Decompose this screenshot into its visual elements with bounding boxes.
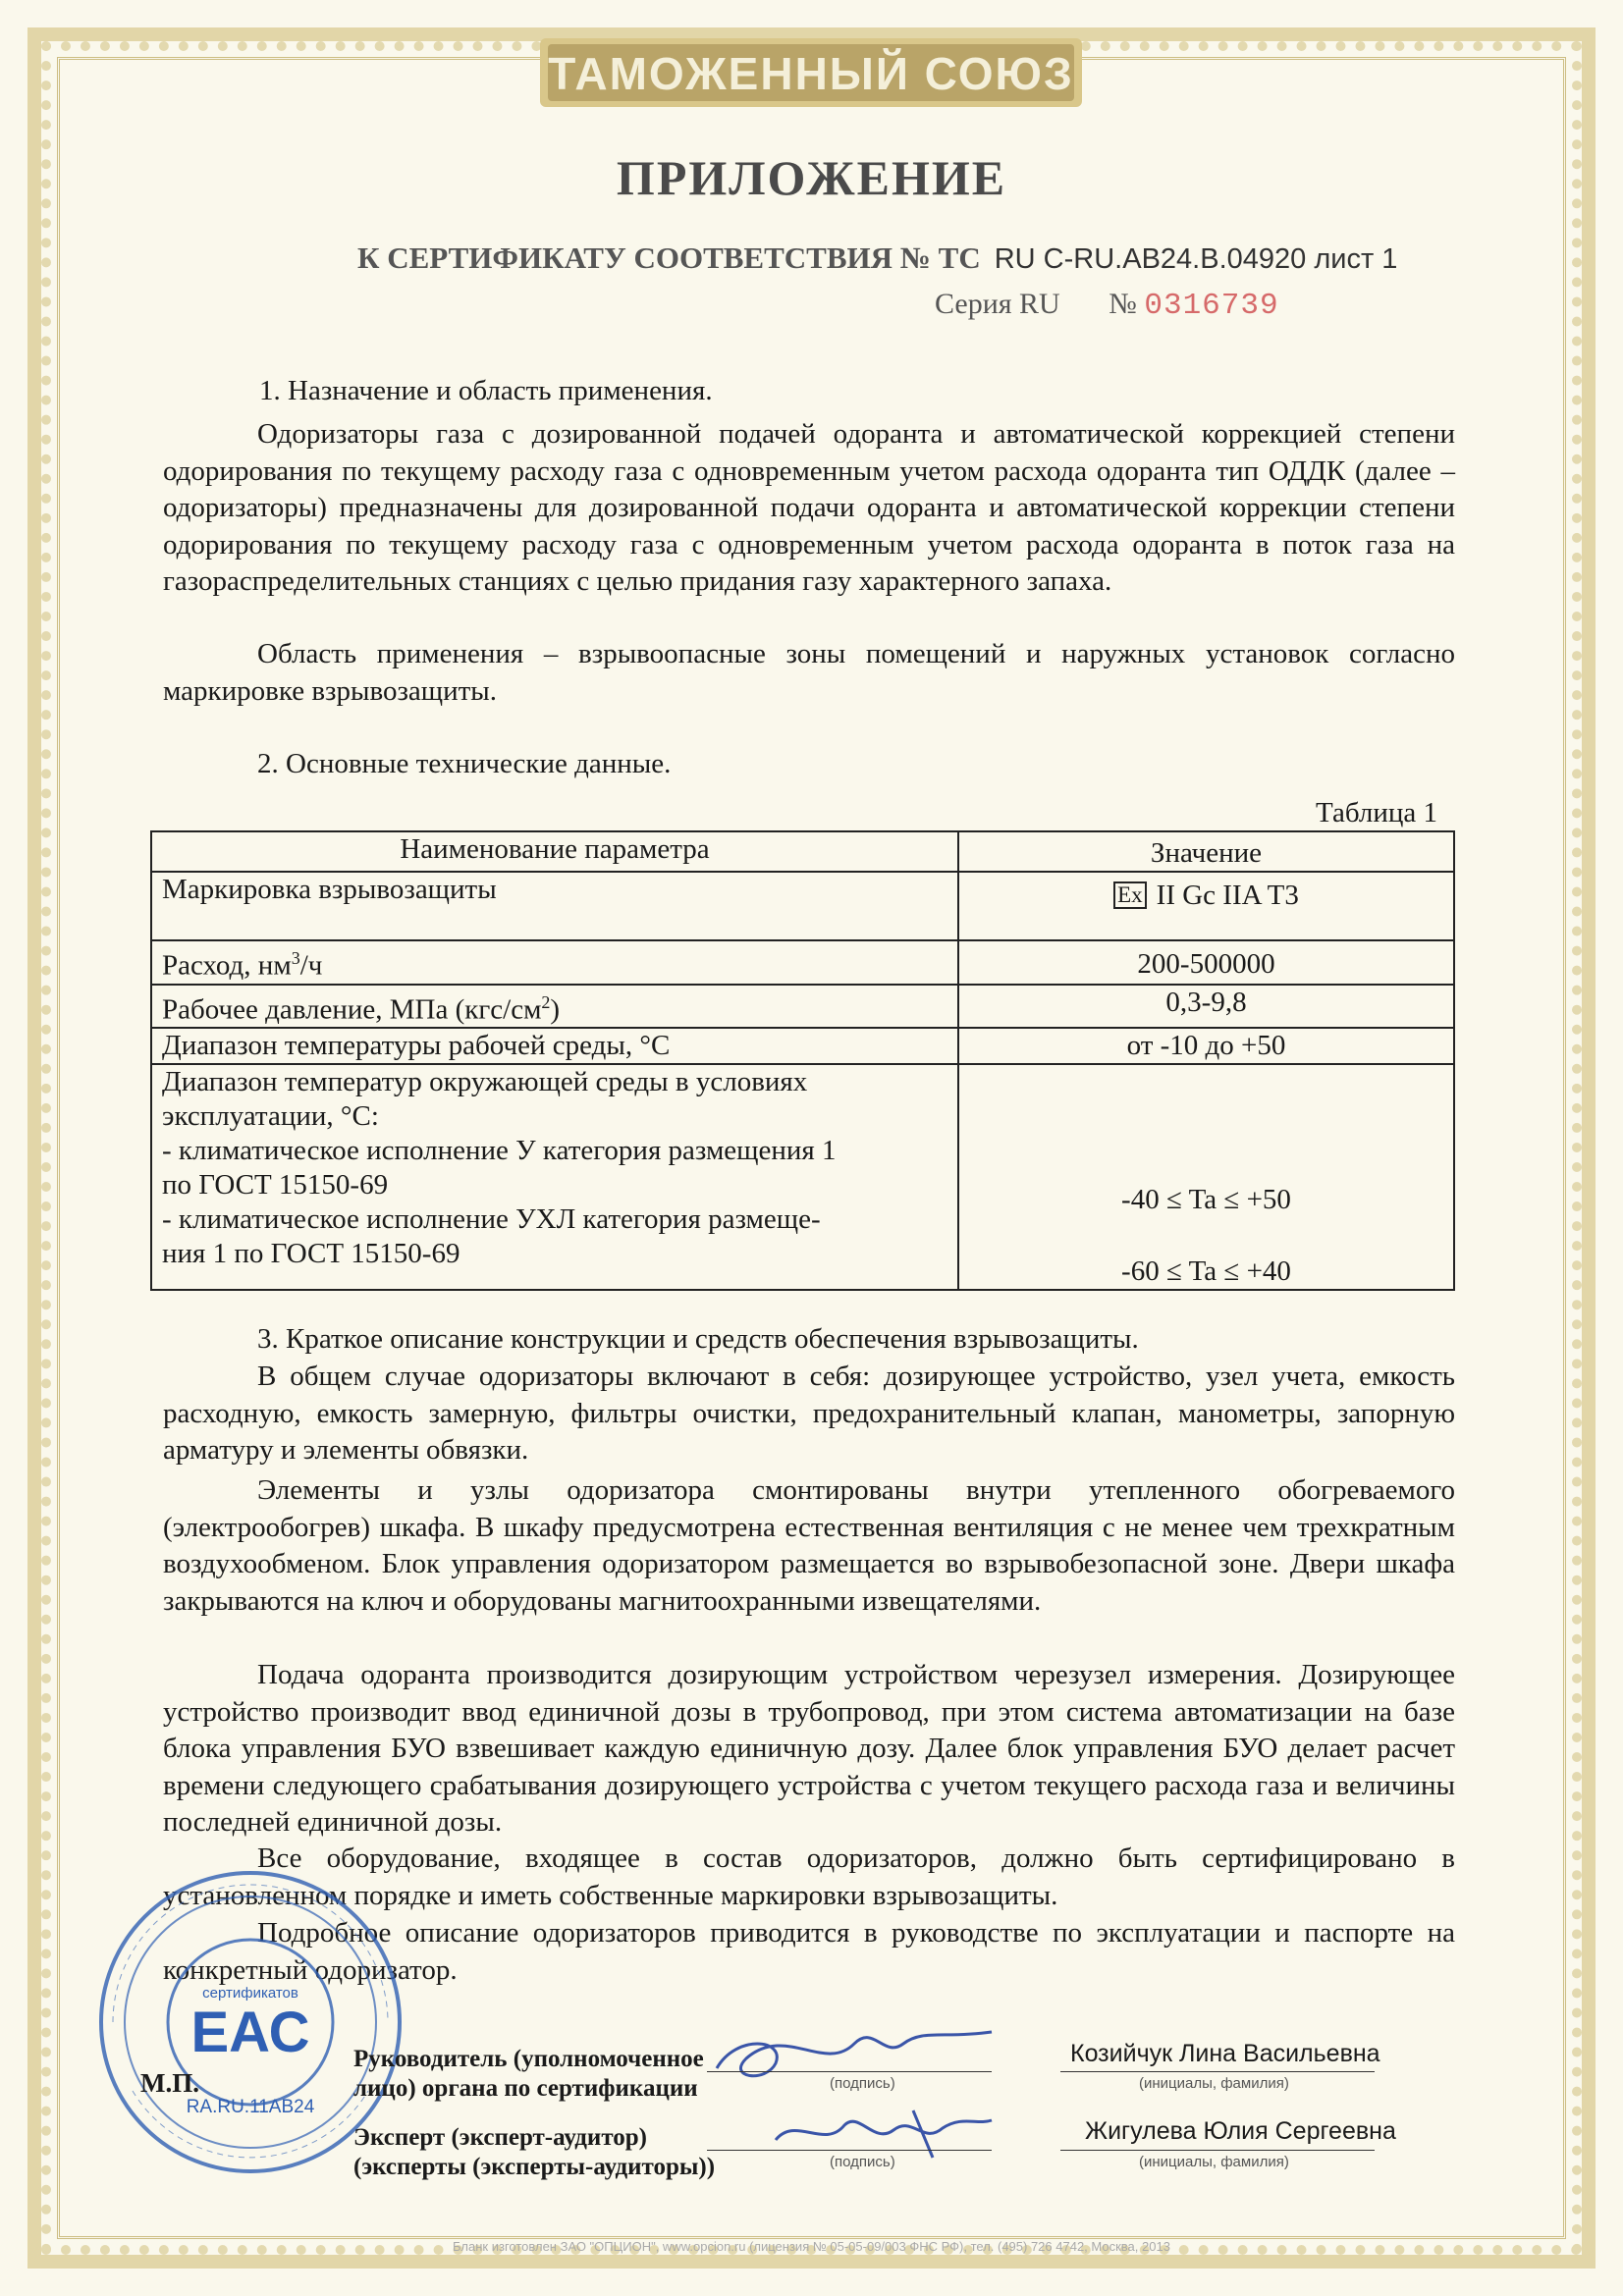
expert-label-line-1: Эксперт (эксперт-аудитор) — [353, 2124, 648, 2151]
head-label-line-2: лицо) органа по сертификации — [353, 2075, 698, 2102]
value-cell: 0,3-9,8 — [958, 985, 1454, 1029]
eac-mark: ЕАС — [190, 2001, 310, 2064]
value-cell: от -10 до +50 — [958, 1028, 1454, 1064]
table-row — [151, 1064, 1454, 1290]
table-row — [151, 1028, 1454, 1064]
expert-signature-line — [707, 2150, 992, 2151]
section3-paragraph-1: В общем случае одоризаторы включают в себя: дозирующее устройство, узел учета, емкость расходную, емкость замерную, фильтры очистки, предохранительный клапан, манометры, запорную арматуру и элементы обвязки. — [163, 1361, 1455, 1466]
value-cell: 200-500000 — [958, 940, 1454, 985]
expert-signatory-label — [353, 2123, 715, 2182]
page-title: ПРИЛОЖЕНИЕ — [616, 150, 1007, 205]
section3-paragraph-3: Подача одоранта производится дозирующим устройством черезузел измерения. Дозирующее устройство производит ввод единичной дозы в трубопровод, при этом система автоматизации на базе блока управления БУО взвешивает каждую единичную дозу. Далее блок управления БУО делает расчет времени следующего срабатывания дозирующего устройства с учетом текущего расхода газа и величины последней единичной дозы. — [163, 1659, 1455, 1838]
series-number: 0316739 — [1144, 289, 1279, 323]
section3-paragraph-5: Подробное описание одоризаторов приводится в руководстве по эксплуатации и паспорте на конкретный одоризатор. — [163, 1917, 1455, 1986]
table-caption: Таблица 1 — [1316, 797, 1438, 828]
expert-signature-caption: (подпись) — [830, 2154, 895, 2170]
param-cell — [151, 985, 958, 1029]
param-line: - климатическое исполнение У категория размещения 1 — [162, 1135, 837, 1167]
value-cell — [958, 872, 1454, 940]
expert-name-line — [1060, 2150, 1375, 2151]
param-line: - климатическое исполнение УХЛ категория размеще- — [162, 1203, 821, 1236]
section1-paragraph-1: Одоризаторы газа с дозированной подачей одоранта и автоматической коррекцией степени одорирования по текущему расходу газа с одновременным учетом расхода одоранта тип ОДДК (далее – одоризаторы) предназначены для дозированной подачи одоранта и автоматической коррекции степени одорирования по текущему расходу газа с одновременным учетом расхода одоранта в поток газа на газораспределительных станциях с целью придания газу характерного запаха. — [163, 418, 1455, 597]
certificate-line — [357, 240, 1397, 276]
table-row — [151, 872, 1454, 940]
table-header-row — [151, 831, 1454, 872]
certificate-label: К СЕРТИФИКАТУ СООТВЕТСТВИЯ № ТС — [357, 240, 981, 275]
expert-name: Жигулева Юлия Сергеевна — [1085, 2117, 1396, 2145]
table-row — [151, 940, 1454, 985]
param-line: по ГОСТ 15150-69 — [162, 1169, 389, 1201]
customs-union-banner — [538, 32, 1084, 111]
section3-paragraph-2: Элементы и узлы одоризатора смонтированы внутри утепленного обогреваемого (электрообогрев) шкафа. В шкафу предусмотрена естественная вентиляция с не менее чем трехкратным воздухообменом. Блок управления одоризатором размещается во взрывобезопасной зоне. Двери шкафа закрываются на ключ и оборудованы магнитоохранными извещателями. — [163, 1474, 1455, 1617]
series-no-label: № — [1109, 288, 1137, 320]
value-cell — [958, 1064, 1454, 1290]
section2-heading: 2. Основные технические данные. — [257, 748, 672, 779]
param-cell — [151, 940, 958, 985]
param-line: Диапазон температур окружающей среды в условиях — [162, 1066, 808, 1098]
expert-label-line-2: (эксперты (эксперты-аудиторы)) — [353, 2154, 716, 2180]
table-row — [151, 985, 1454, 1029]
expert-name-caption: (инициалы, фамилия) — [1139, 2154, 1289, 2170]
column-header-param: Наименование параметра — [151, 831, 958, 872]
column-header-value: Значение — [958, 831, 1454, 872]
param-text-end: /ч — [299, 949, 323, 982]
value-text: II Gc IIA T3 — [1156, 880, 1299, 911]
ex-mark-icon: Ex — [1113, 881, 1147, 909]
value-line: -40 ≤ Ta ≤ +50 — [1121, 1184, 1291, 1216]
seal-place-label: М.П. — [140, 2068, 199, 2098]
section3-heading: 3. Краткое описание конструкции и средств обеспечения взрывозащиты. — [257, 1323, 1139, 1355]
head-signature-line — [707, 2071, 992, 2072]
section3-paragraph-4: Все оборудование, входящее в состав одоризаторов, должно быть сертифицировано в установленном порядке и иметь собственные маркировки взрывозащиты. — [163, 1842, 1455, 1911]
param-text-end: ) — [550, 993, 561, 1026]
head-label-line-1: Руководитель (уполномоченное — [353, 2046, 704, 2072]
param-text: Рабочее давление, МПа (кгс/см — [162, 993, 542, 1026]
param-cell: Маркировка взрывозащиты — [151, 872, 958, 940]
param-superscript: 2 — [541, 991, 551, 1012]
stamp-reg-number: RA.RU.11AB24 — [186, 2097, 315, 2117]
param-cell — [151, 1064, 958, 1290]
value-line: -60 ≤ Ta ≤ +40 — [1121, 1255, 1291, 1288]
param-superscript: 3 — [291, 948, 300, 968]
head-name-line — [1060, 2071, 1375, 2072]
certificate-number: RU C-RU.AB24.B.04920 лист 1 — [994, 243, 1398, 275]
param-text: Расход, нм — [162, 949, 292, 982]
section1-heading: 1. Назначение и область применения. — [259, 375, 713, 406]
banner-text: ТАМОЖЕННЫЙ СОЮЗ — [548, 48, 1074, 99]
head-name-caption: (инициалы, фамилия) — [1139, 2075, 1289, 2092]
blank-footer: Бланк изготовлен ЗАО "ОПЦИОН", www.opcion.ru (лицензия № 05-05-09/003 ФНС РФ), тел. (495) 726 4742, Москва, 2013 — [453, 2239, 1170, 2254]
series-label: Серия RU — [935, 288, 1060, 320]
section1-paragraph-2: Область применения – взрывоопасные зоны помещений и наружных установок согласно маркировке взрывозащиты. — [163, 638, 1455, 707]
param-line: эксплуатации, °С: — [162, 1100, 379, 1133]
param-line: ния 1 по ГОСТ 15150-69 — [162, 1238, 460, 1270]
stamp-inner-text: сертификатов — [202, 1985, 298, 2002]
param-cell: Диапазон температуры рабочей среды, °С — [151, 1028, 958, 1064]
series-line — [935, 288, 1279, 323]
parameters-table — [150, 830, 1455, 1291]
head-name: Козийчук Лина Васильевна — [1070, 2040, 1380, 2067]
head-signature-caption: (подпись) — [830, 2075, 895, 2092]
head-signatory-label — [353, 2045, 704, 2104]
